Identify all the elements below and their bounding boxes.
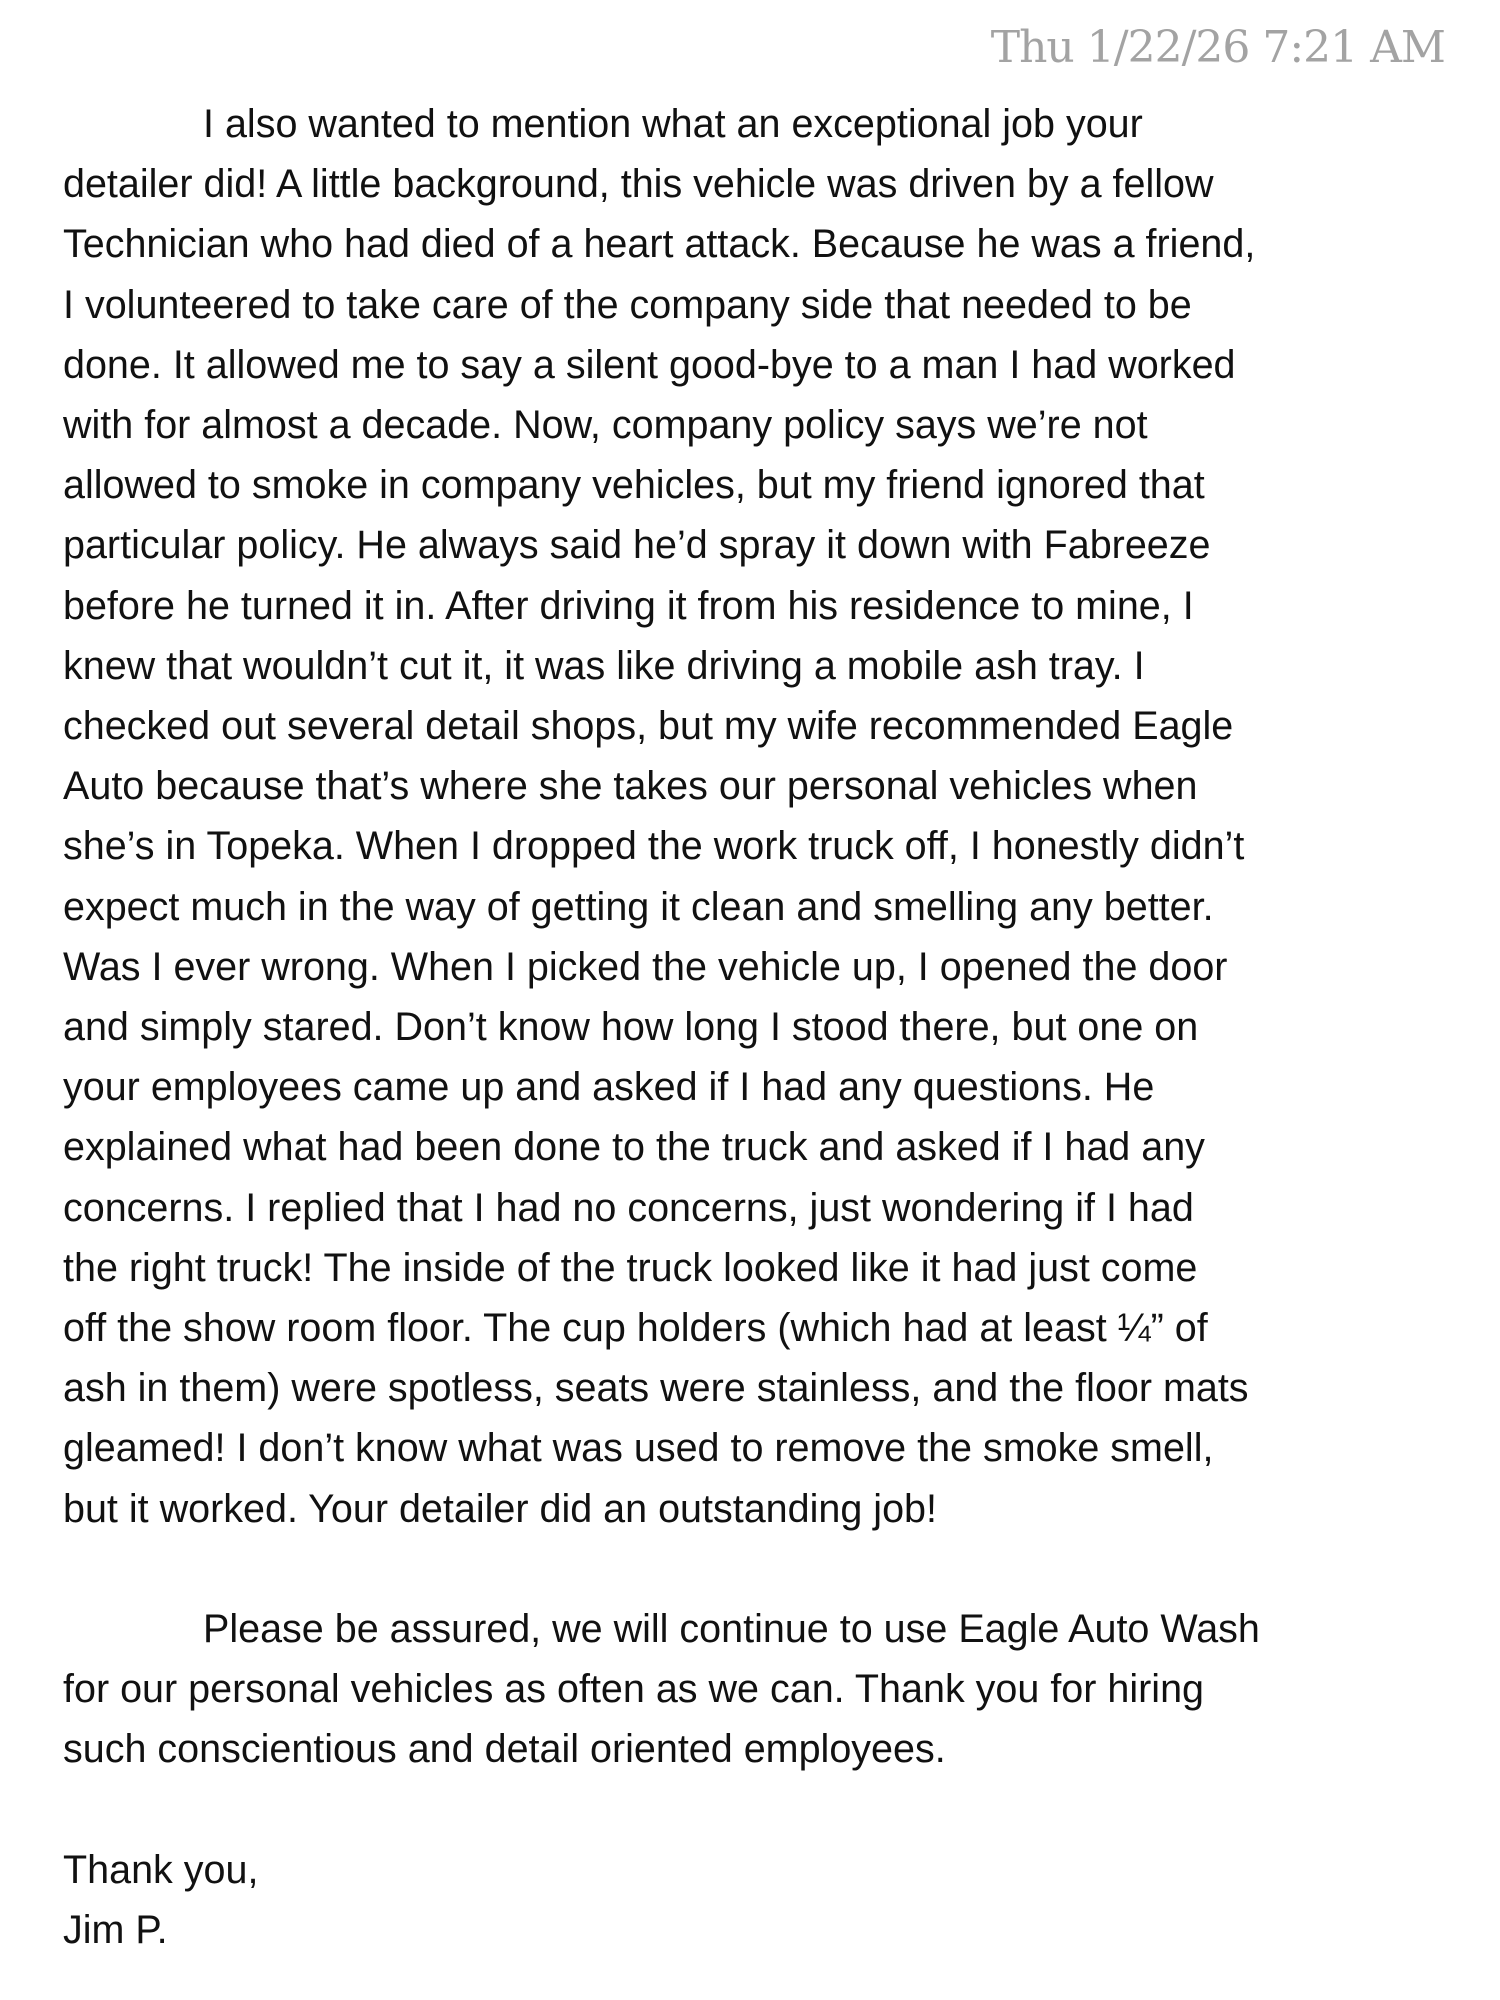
paragraph-1-line: Was I ever wrong. When I picked the vehicle up, I opened the door xyxy=(63,944,1228,989)
paragraph-1-line: explained what had been done to the truck and asked if I had any xyxy=(63,1125,1205,1170)
closing-text: Thank you, xyxy=(63,1847,259,1892)
paragraph-1-line: concerns. I replied that I had no concerns, just wondering if I had xyxy=(63,1185,1194,1230)
signature: Jim P. xyxy=(63,1908,168,1952)
paragraph-1-line: expect much in the way of getting it clean and smelling any better. xyxy=(63,884,1214,929)
paragraph-1-line: Auto because that’s where she takes our personal vehicles when xyxy=(63,764,1198,809)
paragraph-1-line: particular policy. He always said he’d spray it down with Fabreeze xyxy=(63,523,1211,568)
paragraph-1-line: and simply stared. Don’t know how long I stood there, but one on xyxy=(63,1005,1199,1049)
paragraph-1-line: off the show room floor. The cup holders (which had at least ¼” of xyxy=(63,1306,1208,1350)
paragraph-1-line: the right truck! The inside of the truck looked like it had just come xyxy=(63,1245,1198,1290)
paragraph-1-line: knew that wouldn’t cut it, it was like driving a mobile ash tray. I xyxy=(63,643,1145,688)
paragraph-1-line: Technician who had died of a heart attack. Because he was a friend, xyxy=(63,222,1256,267)
paragraph-1-line: gleamed! I don’t know what was used to remove the smoke smell, xyxy=(63,1426,1214,1471)
paragraph-2-line: such conscientious and detail oriented employees. xyxy=(63,1727,946,1772)
paragraph-1-line: but it worked. Your detailer did an outstanding job! xyxy=(63,1486,937,1531)
paragraph-1-line: she’s in Topeka. When I dropped the work truck off, I honestly didn’t xyxy=(63,824,1245,869)
paragraph-1-line: allowed to smoke in company vehicles, but my friend ignored that xyxy=(63,463,1205,508)
paragraph-1-line: before he turned it in. After driving it from his residence to mine, I xyxy=(63,583,1194,628)
paragraph-1-line: ash in them) were spotless, seats were stainless, and the floor mats xyxy=(63,1366,1249,1411)
paragraph-1-line: your employees came up and asked if I had any questions. He xyxy=(63,1065,1155,1110)
paragraph-1-line: checked out several detail shops, but my wife recommended Eagle xyxy=(63,704,1234,748)
paragraph-1-line: I also wanted to mention what an exceptional job your xyxy=(203,102,1143,146)
paragraph-1-line: done. It allowed me to say a silent good-bye to a man I had worked xyxy=(63,342,1236,387)
message-timestamp: Thu 1/22/26 7:21 AM xyxy=(990,22,1445,73)
paragraph-1-line: detailer did! A little background, this vehicle was driven by a fellow xyxy=(63,162,1214,207)
paragraph-1-line: I volunteered to take care of the company side that needed to be xyxy=(63,282,1192,327)
paragraph-2-line: Please be assured, we will continue to use Eagle Auto Wash xyxy=(203,1607,1260,1651)
paragraph-2-line: for our personal vehicles as often as we can. Thank you for hiring xyxy=(63,1667,1205,1712)
paragraph-1-line: with for almost a decade. Now, company policy says we’re not xyxy=(63,403,1148,447)
